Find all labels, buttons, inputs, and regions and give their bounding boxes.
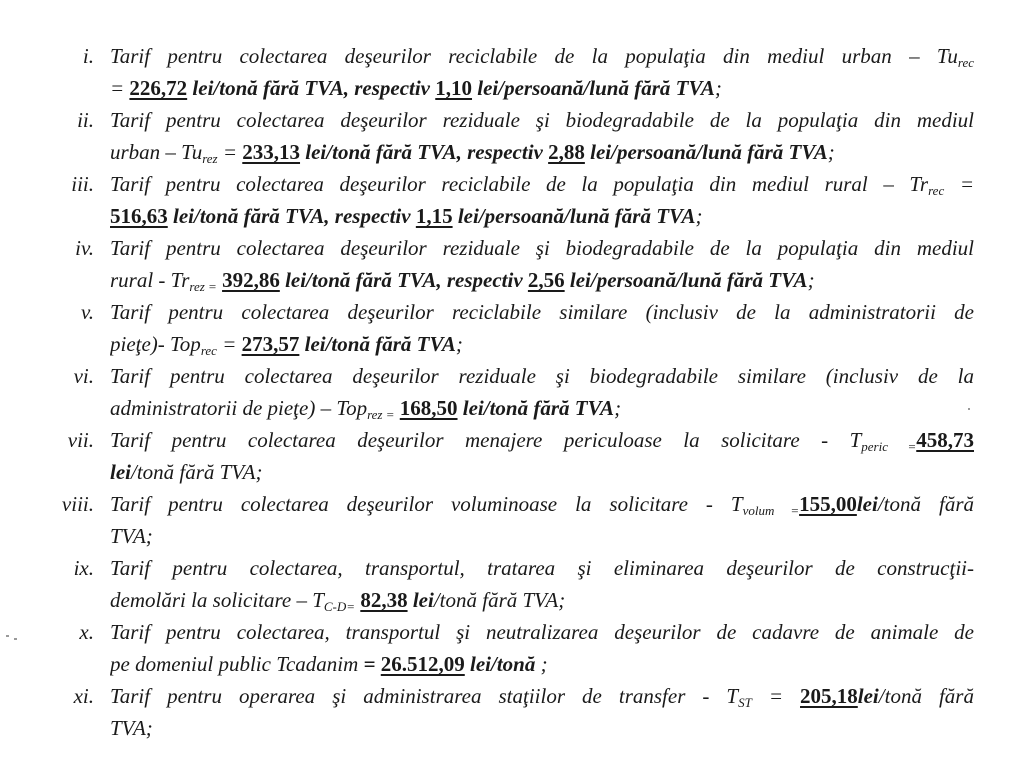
tariff-item-vi bbox=[0, 360, 1032, 424]
scan-speck bbox=[968, 408, 970, 410]
item-line-1: Tarif pentru colectarea deşeurilor reziduale şi biodegradabile de la populaţia din mediul bbox=[110, 108, 974, 132]
item-line-2: rural - $Tr_{rez =}$ 392,86 lei/tonă fără TVA, respectiv 2,56 lei/persoană/lună fără TVA; bbox=[110, 268, 815, 294]
tariff-item-v bbox=[0, 296, 1032, 360]
tariff-value: 168,50 bbox=[399, 396, 458, 420]
item-number: v. bbox=[80, 300, 94, 324]
item-line-2: urban – $Tu_{rez} = 233,13$ lei/tonă fără TVA, respectiv 2,88 lei/persoană/lună fără TVA; bbox=[110, 140, 835, 166]
scan-speck bbox=[6, 635, 9, 637]
tariff-item-xi bbox=[0, 680, 1032, 744]
item-line-2: administratorii de pieţe) – Top$_{rez =}$ 168,50 lei/tonă fără TVA; bbox=[110, 396, 622, 422]
tariff-value: 226,72 bbox=[129, 76, 188, 100]
tariff-value: 205,18 bbox=[800, 684, 858, 708]
item-line-1: Tarif pentru colectarea deşeurilor reciclabile de la populaţia din mediul rural – $Tr_{rec}$ = bbox=[110, 172, 974, 198]
tariff-item-vii bbox=[0, 424, 1032, 488]
item-line-1: Tarif pentru colectarea deşeurilor menajere periculoase la solicitare - $T_{peric =}458,73$ bbox=[110, 428, 974, 454]
item-line-2: 516,63 lei/tonă fără TVA, respectiv 1,15 lei/persoană/lună fără TVA; bbox=[110, 204, 703, 228]
tariff-item-ii bbox=[0, 104, 1032, 168]
item-line-1: Tarif pentru colectarea deşeurilor reziduale şi biodegradabile similare (inclusiv de la bbox=[110, 364, 974, 388]
tariff-item-i bbox=[0, 40, 1032, 104]
tariff-item-x bbox=[0, 616, 1032, 680]
item-text bbox=[110, 232, 974, 296]
tariff-value: 273,57 bbox=[241, 332, 300, 356]
item-line-1: Tarif pentru colectarea, transportul, tratarea şi eliminarea deşeurilor de construcţii- bbox=[110, 556, 974, 580]
item-text bbox=[110, 488, 974, 552]
item-line-2: TVA; bbox=[110, 716, 153, 740]
tariff-value: 233,13 bbox=[242, 140, 301, 164]
item-number: i. bbox=[82, 44, 94, 68]
item-text bbox=[110, 616, 974, 680]
item-text bbox=[110, 296, 974, 360]
tariff-value: 516,63 bbox=[110, 204, 168, 228]
item-number: vii. bbox=[67, 428, 94, 452]
item-number: iii. bbox=[71, 172, 94, 196]
item-line-2: = 226,72 lei/tonă fără TVA, respectiv 1,10 lei/persoană/lună fără TVA; bbox=[110, 76, 722, 100]
tariff-value-per-person: 1,10 bbox=[435, 76, 473, 100]
tariff-value-per-person: 2,88 bbox=[548, 140, 585, 164]
item-line-1: Tarif pentru colectarea, transportul şi neutralizarea deşeurilor de cadavre de animale de bbox=[110, 620, 974, 644]
item-text bbox=[110, 424, 974, 488]
item-number: ii. bbox=[77, 108, 94, 132]
item-line-2: TVA; bbox=[110, 524, 153, 548]
item-line-2: pe domeniul public Tcadanim = 26.512,09 lei/tonă ; bbox=[110, 652, 548, 676]
item-number: x. bbox=[79, 620, 94, 644]
tariff-value: 26.512,09 bbox=[380, 652, 465, 676]
tariff-value-per-person: 1,15 bbox=[415, 204, 453, 228]
tariff-item-iii bbox=[0, 168, 1032, 232]
item-number: iv. bbox=[75, 236, 94, 260]
tariff-value: 155,00 bbox=[799, 492, 857, 516]
item-number: ix. bbox=[73, 556, 94, 580]
item-number: xi. bbox=[73, 684, 94, 708]
item-line-2: demolări la solicitare – $T_{C-D=}$ 82,38 lei/tonă fără TVA; bbox=[110, 588, 566, 614]
tariff-value: 82,38 bbox=[360, 588, 408, 612]
item-text bbox=[110, 360, 974, 424]
item-text bbox=[110, 104, 974, 168]
item-text bbox=[110, 40, 974, 104]
tariff-list bbox=[0, 40, 1032, 744]
scan-speck bbox=[14, 638, 17, 640]
tariff-value: 392,86 bbox=[222, 268, 280, 292]
item-text bbox=[110, 168, 974, 232]
item-line-2: pieţe)- Top$_{rec}$ = 273,57 lei/tonă fără TVA; bbox=[110, 332, 463, 358]
item-number: viii. bbox=[61, 492, 94, 516]
tariff-value: 458,73 bbox=[916, 428, 974, 452]
item-line-2: lei/tonă fără TVA; bbox=[110, 460, 263, 484]
item-line-1: Tarif pentru operarea şi administrarea staţiilor de transfer - $T_{ST}$ = 205,18lei/tonă fără bbox=[110, 684, 974, 710]
tariff-item-viii bbox=[0, 488, 1032, 552]
item-text bbox=[110, 680, 974, 744]
tariff-value-per-person: 2,56 bbox=[527, 268, 565, 292]
item-line-1: Tarif pentru colectarea deşeurilor reziduale şi biodegradabile de la populaţia din mediul bbox=[110, 236, 974, 260]
tariff-item-iv bbox=[0, 232, 1032, 296]
item-line-1: Tarif pentru colectarea deşeurilor reciclabile similare (inclusiv de la administratorii de bbox=[110, 300, 974, 324]
item-line-1: Tarif pentru colectarea deşeurilor reciclabile de la populaţia din mediul urban – $Tu_{rec}$ bbox=[110, 44, 974, 70]
item-line-1: Tarif pentru colectarea deşeurilor voluminoase la solicitare - $T_{volum =}155,00lei$/tonă fără bbox=[110, 492, 974, 518]
item-number: vi. bbox=[73, 364, 94, 388]
item-text bbox=[110, 552, 974, 616]
tariff-item-ix bbox=[0, 552, 1032, 616]
